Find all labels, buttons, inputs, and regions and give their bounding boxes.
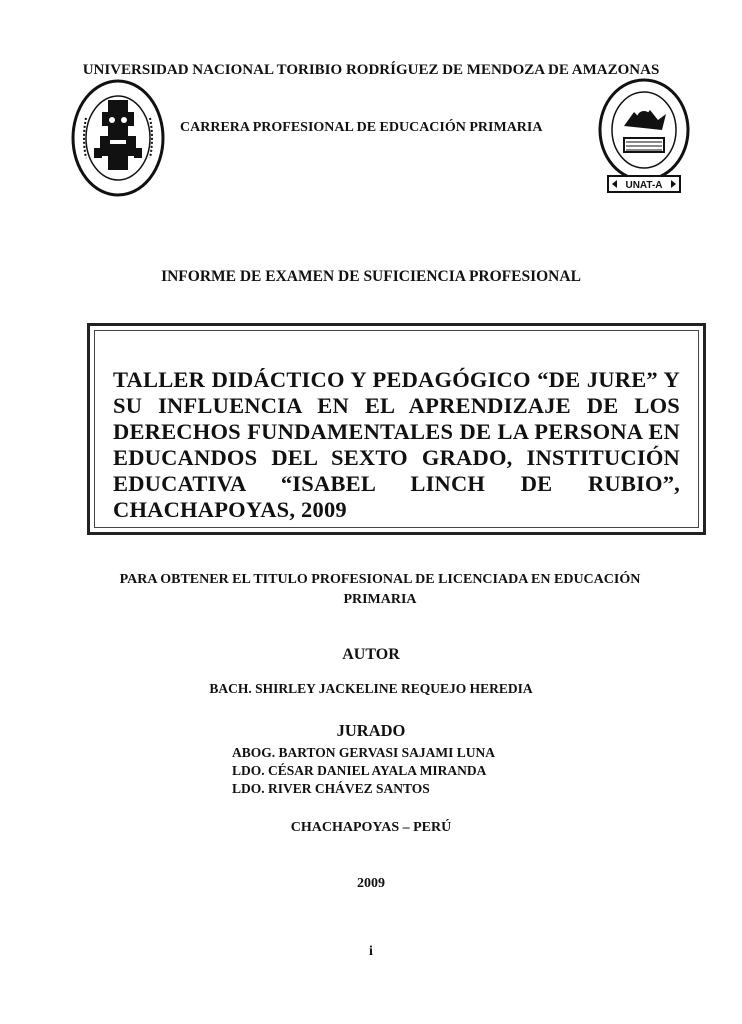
career-name: CARRERA PROFESIONAL DE EDUCACIÓN PRIMARIA <box>180 120 543 135</box>
degree-line-2: PRIMARIA <box>343 592 417 607</box>
author-heading: AUTOR <box>342 646 400 663</box>
author-name: BACH. SHIRLEY JACKELINE REQUEJO HEREDIA <box>209 681 533 696</box>
report-type: INFORME DE EXAMEN DE SUFICIENCIA PROFESIONAL <box>161 268 581 285</box>
jury-member: LDO. RIVER CHÁVEZ SANTOS <box>232 781 430 796</box>
degree-statement <box>60 570 700 610</box>
title-frame-inner <box>94 330 699 528</box>
jury-member: ABOG. BARTON GERVASI SAJAMI LUNA <box>232 745 495 760</box>
degree-line-1: PARA OBTENER EL TITULO PROFESIONAL DE LICENCIADA EN EDUCACIÓN <box>119 572 641 587</box>
year: 2009 <box>357 876 385 891</box>
city: CHACHAPOYAS – PERÚ <box>290 820 452 835</box>
jury-member: LDO. CÉSAR DANIEL AYALA MIRANDA <box>232 763 487 778</box>
title-frame <box>87 323 706 535</box>
jury-heading: JURADO <box>336 721 406 740</box>
university-seal-icon <box>70 78 166 198</box>
university-name: UNIVERSIDAD NACIONAL TORIBIO RODRÍGUEZ DE MENDOZA DE AMAZONAS <box>82 62 660 78</box>
career-seal-icon <box>594 76 694 200</box>
seal-caption: UNAT-A <box>625 180 663 191</box>
thesis-title: TALLER DIDÁCTICO Y PEDAGÓGICO “DE JURE” Y SU INFLUENCIA EN EL APRENDIZAJE DE LOS DERECHOS FUNDAMENTALES DE LA PERSONA EN EDUCANDOS DEL SEXTO GRADO, INSTITUCIÓN EDUCATIVA “ISABEL LINCH DE RUBIO”, CHACHAPOYAS, 2009 <box>113 367 680 522</box>
page-number: i <box>369 944 373 959</box>
jury-list <box>232 744 495 798</box>
